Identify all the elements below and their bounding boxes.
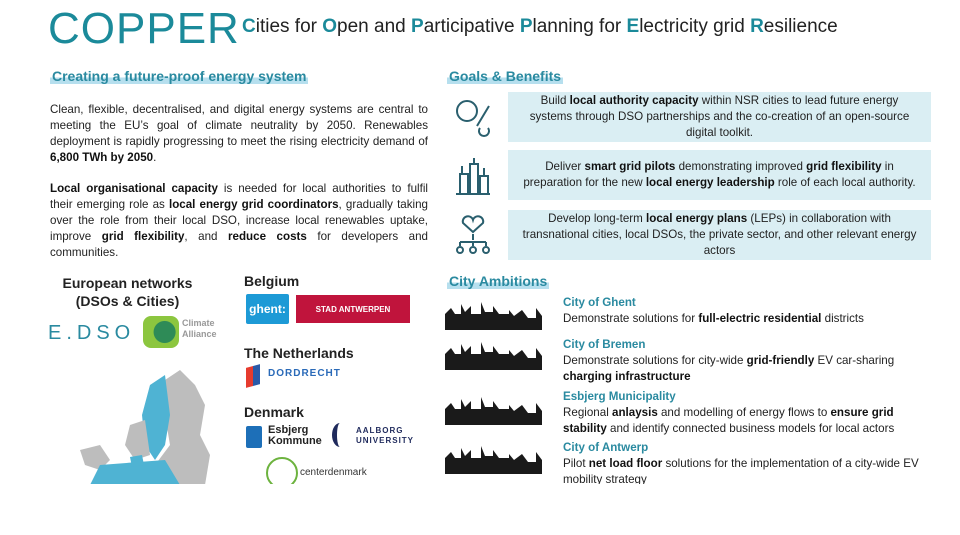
text-segment: R <box>750 16 764 37</box>
brain-lightbulb-icon <box>452 96 494 138</box>
text-segment: , gradually taking over the role from their local DSO, increase local renewables uptake, improve <box>50 198 429 243</box>
bold-text-segment: grid-friendly <box>746 354 815 367</box>
bold-text-segment: full-electric residential <box>698 312 822 325</box>
bold-text-segment: 6,800 TWh by 2050 <box>50 151 154 164</box>
bold-text-segment: ensure grid stability <box>563 406 894 435</box>
city-name: City of Ghent <box>563 296 636 309</box>
bold-text-segment: Local organisational capacity <box>50 182 218 195</box>
text-segment: ities for <box>255 16 323 37</box>
text-segment: C <box>242 16 256 37</box>
aalborg-emblem-icon <box>332 423 348 447</box>
goal-card <box>508 210 931 260</box>
city-name: Esbjerg Municipality <box>563 390 676 403</box>
city-ambition-text <box>563 353 923 385</box>
climate-alliance-logo: Climate Alliance <box>182 318 217 339</box>
text-segment: O <box>322 16 338 37</box>
handshake-network-icon <box>452 214 494 256</box>
text-segment: Clean, flexible, decentralised, and digital energy systems are central to meeting the EU’s goal of climate neutrality by 2050. Renewables deployment is rapidly progressing to meet the rising electricity demand of <box>50 103 428 148</box>
text-segment: and identify connected business models for local actors <box>606 422 895 435</box>
europe-map <box>70 365 215 484</box>
goal-text <box>520 211 919 259</box>
denmark-label: Denmark <box>244 404 304 420</box>
aalborg-logo: AALBORG UNIVERSITY <box>356 426 415 445</box>
project-subtitle <box>242 16 838 38</box>
city-ambition-item <box>563 295 923 327</box>
text-segment: Deliver <box>545 160 585 173</box>
text-segment: P <box>519 16 533 37</box>
text-segment: is needed for local authorities to fulfil their emerging role as <box>50 182 428 211</box>
section-heading-energy-system: Creating a future-proof energy system <box>52 68 307 84</box>
text-segment: articipative <box>423 16 520 37</box>
city-skyline-icon <box>445 395 549 425</box>
bold-text-segment: local energy grid coordinators <box>168 198 339 211</box>
bold-text-segment: grid flexibility <box>806 160 882 173</box>
text-segment: Regional <box>563 406 612 419</box>
text-segment: within NSR cities to lead future energy systems through DSO partnerships and the co-creation of an open-source digital toolkit. <box>529 94 910 139</box>
city-ambition-item <box>563 440 923 484</box>
bold-text-segment: anlaysis <box>612 406 658 419</box>
bold-text-segment: charging infrastructure <box>563 370 691 383</box>
city-ambition-text <box>563 405 923 437</box>
text-segment: Pilot <box>563 457 589 470</box>
city-ambition-text <box>563 456 923 484</box>
text-segment: (LEPs) in collaboration with transnational cities, local DSOs, the private sector, and other relevant energy actors <box>522 212 917 257</box>
bold-text-segment: reduce costs <box>228 230 307 243</box>
intro-paragraph <box>50 102 428 166</box>
bold-text-segment: smart grid pilots <box>584 160 676 173</box>
capacity-paragraph <box>50 181 428 261</box>
esbjerg-emblem-icon <box>246 426 262 448</box>
text-segment: , and <box>184 230 229 243</box>
text-segment: lanning for <box>532 16 627 37</box>
dordrecht-logo: DORDRECHT <box>268 368 341 379</box>
text-segment: Demonstrate solutions for city-wide <box>563 354 747 367</box>
city-skyline-icon <box>445 300 549 330</box>
city-ambition-item <box>563 389 923 437</box>
text-segment: Build <box>540 94 570 107</box>
text-segment: in preparation for the new <box>523 160 894 189</box>
ghent-logo: ghent: <box>246 294 289 324</box>
section-heading-cities: City Ambitions <box>449 273 548 289</box>
section-heading-goals: Goals & Benefits <box>449 68 562 84</box>
bold-text-segment: local authority capacity <box>569 94 699 107</box>
belgium-label: Belgium <box>244 273 300 289</box>
text-segment: Demonstrate solutions for <box>563 312 699 325</box>
goal-card <box>508 92 931 142</box>
text-segment: for developers and communities. <box>50 230 428 259</box>
text-segment: solutions for the implementation of a city-wide EV mobility strategy <box>563 457 919 484</box>
city-ambition-text <box>563 311 923 327</box>
bold-text-segment: local energy leadership <box>645 176 775 189</box>
text-segment: role of each local authority. <box>774 176 916 189</box>
goal-card <box>508 150 931 200</box>
netherlands-label: The Netherlands <box>244 345 354 361</box>
text-segment: esilience <box>763 16 838 37</box>
city-ambition-item <box>563 337 923 385</box>
text-segment: pen and <box>337 16 412 37</box>
city-skyline-icon <box>445 340 549 370</box>
climate-alliance-globe-icon <box>143 316 179 348</box>
smart-city-icon <box>452 154 494 196</box>
text-segment: EV car-sharing <box>814 354 895 367</box>
esbjerg-logo: Esbjerg Kommune <box>268 424 322 447</box>
project-title: COPPER <box>48 4 240 53</box>
text-segment: districts <box>821 312 864 325</box>
text-segment: P <box>411 16 424 37</box>
bold-text-segment: local energy plans <box>646 212 748 225</box>
european-networks-label: European networks (DSOs & Cities) <box>62 275 193 309</box>
city-skyline-icon <box>445 444 549 474</box>
city-name: City of Antwerp <box>563 441 649 454</box>
centerdenmark-logo: centerdenmark <box>300 467 367 478</box>
dordrecht-emblem-icon <box>246 364 260 388</box>
edso-logo: E.DSO <box>48 322 136 344</box>
text-segment: . <box>153 151 157 164</box>
bold-text-segment: net load floor <box>588 457 663 470</box>
text-segment: lectricity grid <box>639 16 751 37</box>
goal-text <box>520 159 919 191</box>
stad-antwerpen-logo: STAD ANTWERPEN <box>296 295 410 323</box>
goal-text <box>520 93 919 141</box>
bold-text-segment: grid flexibility <box>101 230 185 243</box>
text-segment: E <box>626 16 640 37</box>
city-name: City of Bremen <box>563 338 646 351</box>
centerdenmark-emblem-icon <box>266 457 298 484</box>
text-segment: Develop long-term <box>548 212 647 225</box>
text-segment: and modelling of energy flows to <box>657 406 831 419</box>
text-segment: demonstrating improved <box>675 160 807 173</box>
